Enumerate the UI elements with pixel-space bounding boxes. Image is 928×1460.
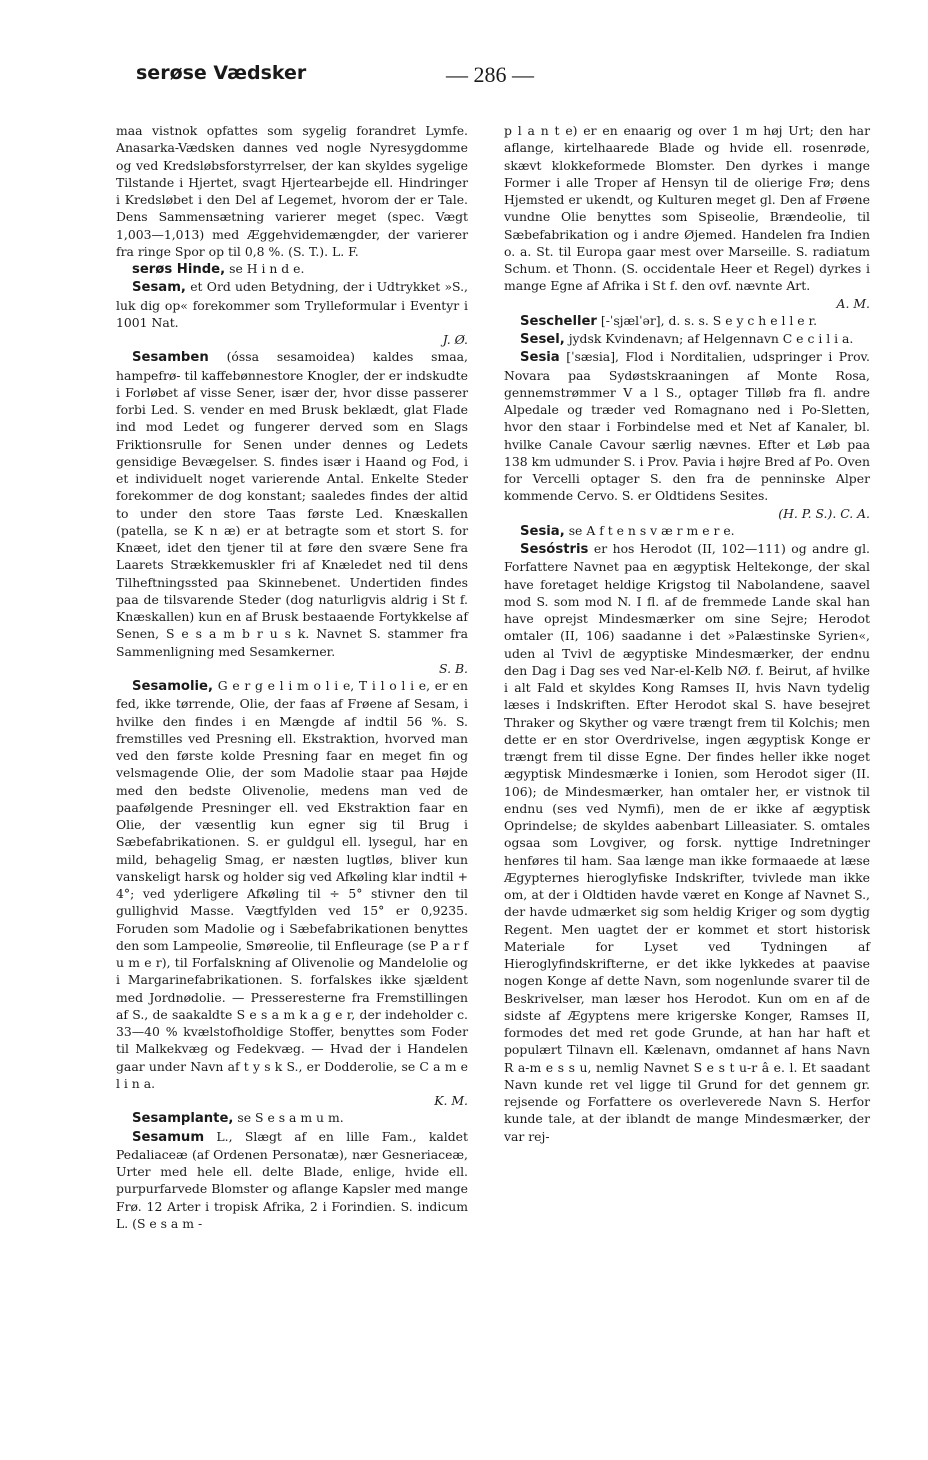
headword: serøs Hinde,: [132, 262, 226, 277]
entry-sesia-moth: Sesia, se A f t e n s v æ r m e r e.: [520, 522, 735, 539]
running-head: serøse Vædsker: [136, 62, 307, 84]
signature: A. M.: [836, 295, 870, 311]
page-number: — 286 —: [446, 62, 534, 87]
headword: Sesóstris: [520, 542, 589, 557]
entry-sesamben: Sesamben (óssa sesamoidea) kaldes smaa, hampefrø- til kaffebønnestore Knogler, der er indskudte i Forløbet af visse Sener, især der, hvor disse passerer forbi Led. S. vender en med Brusk beklædt, glat Flade ind mod Ledet og fungerer derved som en Slags Friktionsrulle for Senen under dennes og Ledets gensidige Bevægelser. S. findes især i Haand og Fod, i et individuelt noget varierende Antal. Enkelte Steder forekommer de dog konstant; saaledes findes der altid to under den store Taas første Led. Knæskallen (patella, se K n æ) er at betragte som et stort S. for Knæet, idet den tjener til at føre den svære Sene fra Laarets Strækkemuskler fri af Knæledet ned til dens Tilheftningssted paa Skinnebenet. Undertiden findes paa de tilsvarende Steder (dog naturligvis aldrig i St f. Knæskallen) kun en af Brusk bestaaende Fortykkelse af Senen, S e s a m b r u s k. Navnet S. stammer fra Sammenligning med Sesamkerner. S. B.: [116, 349, 468, 676]
left-column: [116, 122, 468, 1232]
entry-sesam: Sesam, et Ord uden Betydning, der i Udtrykket »S., luk dig op« forekommer som Trylleformular i Eventyr i 1001 Nat. J. Ø.: [116, 279, 468, 347]
entry-sesamolie: Sesamolie, G e r g e l i m o l i e, T i l o l i e, er en fed, ikke tørrende, Olie, der faas af Frøene af Sesam, i hvilke den findes i en Mængde af indtil 56 %. S. fremstilles ved Presning ell. Ekstraktion, hvorved man ved den første kolde Presning faar en meget fin og velsmagende Olie, der som Madolie staar paa Højde med den bedste Olivenolie, medens man ved de paafølgende Presninger ell. ved Ekstraktion faar en Olie, der væsentlig kun egner sig til Brug i Sæbefabrikationen. S. er guldgul ell. lysegul, har en mild, behagelig Smag, er næsten lugtløs, bliver kun vanskeligt harsk og holder sig ved Afkøling klar indtil + 4°; ved yderligere Afkøling til ÷ 5° stivner den til gullighvid Masse. Vægtfylden ved 15° er 0,9235. Foruden som Madolie og i Sæbefabrikationen benyttes den som Lampeolie, Smøreolie, til Enfleurage (se P a r f u m e r), til Forfalskning af Olivenolie og Mandelolie og i Margarinefabrikationen. S. forfalskes ikke sjældent med Jordnødolie. — Presseresterne fra Fremstillingen af S., de saakaldte S e s a m k a g e r, der indeholder c. 33—40 % kvælstofholdige Stoffer, benyttes som Foder til Malkekvæg og Fedekvæg. — Hvad der i Handelen gaar under Navn af t y s k S., er Dodderolie, se C a m e l i n a. K. M.: [116, 678, 468, 1108]
headword: Sesamben: [132, 350, 209, 366]
headword: Sescheller: [520, 313, 597, 329]
signature: J. Ø.: [442, 332, 468, 347]
headword: Sesamolie,: [132, 679, 213, 694]
entry-continuation: p l a n t e) er en enaarig og over 1 m høj Urt; den har aflange, kirtelhaarede Blade og hvide ell. rosenrøde, skævt klokkeformede Blomster. Den dyrkes i mange Former i alle Troper af Hensyn til de olierige Frø; dens Hjemsted er ukendt, og Kulturen meget gl. Den af Frøene vundne Olie benyttes som Spiseolie, Brændeolie, til Sæbefabrikation og i andre Øjemed. Handelen fra Indien o. a. St. til Europa gaar mest over Marseille. S. radiatum Schum. et Thonn. (S. occidentale Heer et Regel) dyrkes i mange Egne af Afrika i St f. den ovf. nævnte Art. A. M.: [504, 123, 870, 311]
entry-sesamum: Sesamum L., Slægt af en lille Fam., kaldet Pedaliaceæ (af Ordenen Personatæ), nær Gesneriaceæ, Urter med hele ell. delte Blade, enlige, hvide ell. purpurfarvede Blomster og aflange Kapsler med mange Frø. 12 Arter i tropisk Afrika, 2 i Forindien. S. indicum L. (S e s a m -: [116, 1128, 468, 1231]
page-header: [136, 62, 876, 94]
entry-sesel: Sesel, jydsk Kvindenavn; af Helgennavn C e c i l i a.: [520, 331, 854, 347]
entry-seros-hinde: serøs Hinde, se H i n d e.: [132, 261, 305, 277]
signature: (H. P. S.). C. A.: [778, 505, 870, 521]
headword: Sesia: [520, 350, 560, 366]
right-column: [504, 122, 870, 1145]
signature: K. M.: [434, 1093, 468, 1108]
entry-sesia-river: Sesia [ˈsæsia], Flod i Norditalien, udspringer i Prov. Novara paa Sydøstskraaningen af Monte Rosa, gennemstrømmer V a l S., optager Tilløb fra fl. andre Alpedale og træder ved Romagnano ned i Po-Sletten, hvor den staar i Forbindelse med et Net af Kanaler, bl. hvilke Canale Cavour særlig nævnes. Efter et Løb paa 138 km udmunder S. i Prov. Pavia i højre Bred af Po. Oven for Vercelli optager S. den fra de penninske Alper kommende Cervo. S. er Oldtidens Sesites. (H. P. S.). C. A.: [504, 349, 870, 521]
headword: Sesel,: [520, 332, 565, 347]
headword: Sesamum: [132, 1129, 205, 1145]
entry-sesamplante: Sesamplante, se S e s a m u m.: [132, 1110, 344, 1127]
entry-continuation: maa vistnok opfattes som sygelig forandret Lymfe. Anasarka-Vædsken dannes ved nogle Nyresygdomme og ved Kredsløbsforstyrrelser, der kan skyldes sygelige Tilstande i Hjertet, svagt Hjertearbejde ell. Hindringer i Kredsløbet i den Del af Legemet, hvorom der er Tale. Dens Sammensætning varierer meget (spec. Vægt 1,003—1,013) med Æggehvidemængder, der varierer fra ringe Spor op til 0,8 %. (S. T.). L. F.: [116, 123, 468, 259]
headword: Sesia,: [520, 523, 565, 539]
headword: Sesamplante,: [132, 1111, 234, 1127]
headword: Sesam,: [132, 280, 186, 296]
entry-sesostris: Sesóstris er hos Herodot (II, 102—111) og andre gl. Forfattere Navnet paa en ægyptisk Heltekonge, der skal have foretaget heldige Krigstog til Nabolandene, saavel mod S. som mod N. I fl. af de fremmede Lande skal han have oprejst Mindesmærker om sine Sejre; Herodot omtaler (II, 106) saadanne i det »Palæstinske Syrien«, uden al Tvivl de ægyptiske Mindesmærker, der endnu den Dag i Dag ses ved Nar-el-Kelb NØ. f. Beirut, af hvilke i alt Fald et skyldes Kong Ramses II, hvis Navn tydelig læses i Indskriften. Efter Herodot skal S. have besejret Thraker og Skyther og være trængt frem til Kolchis; men dette er en stor Overdrivelse, ingen ægyptisk Konge er trængt frem til disse Egne. Der findes heller ikke noget ægyptisk Mindesmærke i Ionien, som Herodot siger (II. 106); de Mindesmærker, han omtaler her, er vistnok til endnu (ses ved Nymfi), men de er ikke af ægyptisk Oprindelse; de skyldes aabenbart Lilleasiater. S. omtales ogsaa som Lovgiver, og forsk. nyttige Indretninger henføres til ham. Saa længe man ikke formaaede at læse Ægypternes hieroglyfiske Indskrifter, tvivlede man ikke om, at der i Oldtiden havde været en Konge af Navnet S., der havde udmærket sig som heldig Kriger og som dygtig Regent. Men uagtet der er kommet et stort historisk Materiale for Lyset ved Tydningen af Hieroglyfindskrifterne, er det ikke lykkedes at paavise nogen Konge af dette Navn, som nogenlunde svarer til de Beskrivelser, man læser hos Herodot. Kun om en af de sidste af Ægyptens mere krigerske Konger, Ramses II, formodes det med ret gode Grunde, at han har haft et populært Tilnavn ell. Kælenavn, omdannet af hans Navn R a-m e s s u, nemlig Navnet S e s t u-r â e. l. Et saadant Navn kunde ret vel ligge til Grund for det gennem gr. rejsende og Forfattere os overleverede Navn S. Herfor kunde tale, at der iblandt de mange Mindesmærker, der var rej-: [504, 541, 870, 1144]
entry-sescheller: Sescheller [-ˈsjælˈər], d. s. s. S e y c h e l l e r.: [520, 312, 818, 329]
signature: S. B.: [439, 660, 468, 676]
